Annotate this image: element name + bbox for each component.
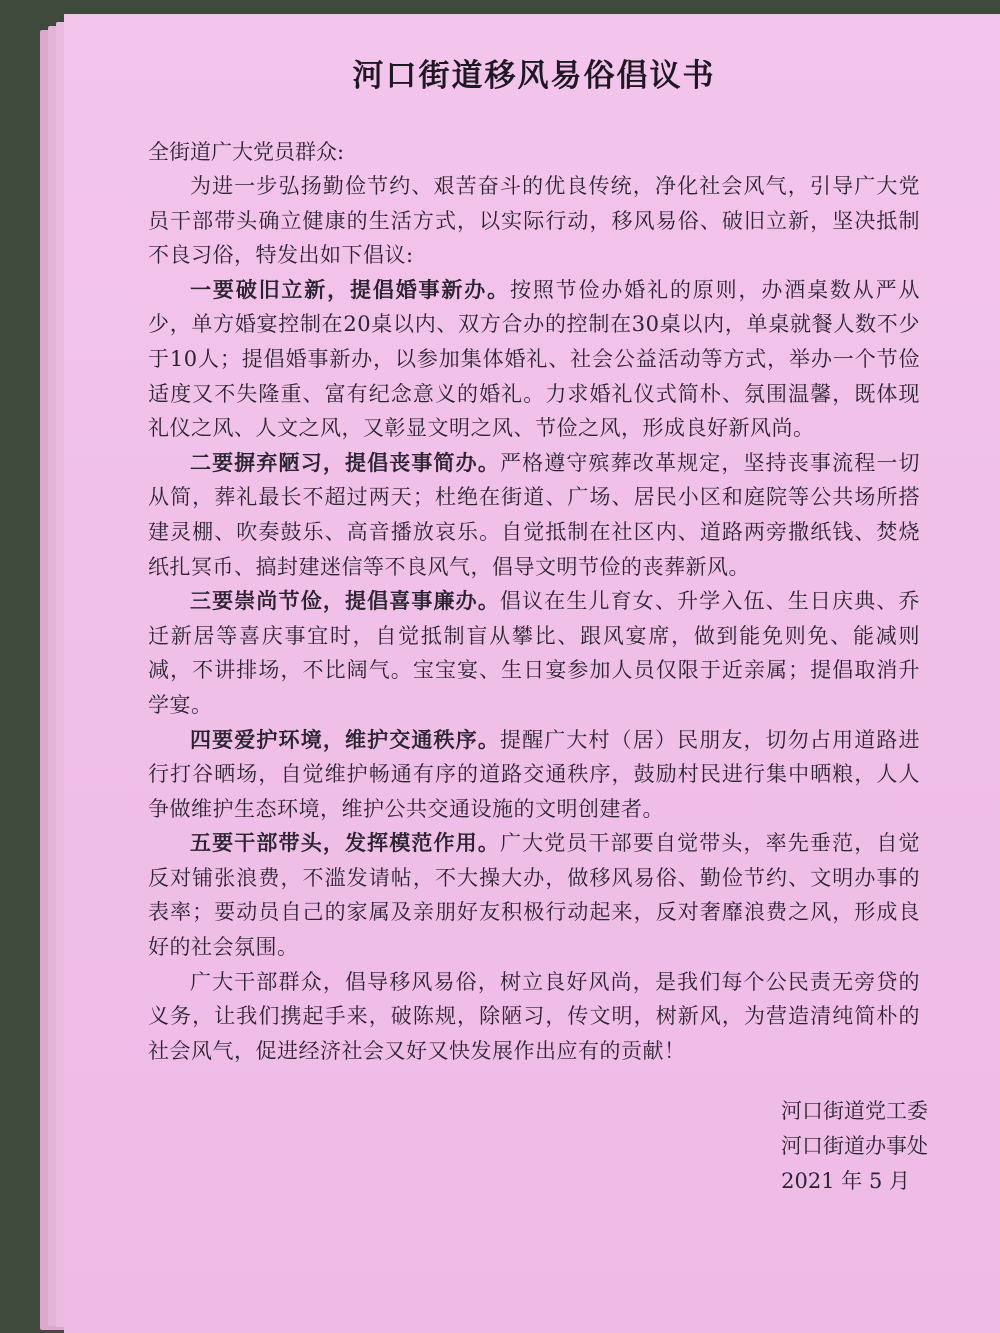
proposal-item-1-lead: 一要破旧立新，提倡婚事新办。 [190,276,510,302]
proposal-item-4-body: 提醒广大村（居）民朋友，切勿占用道路进行打谷晒场，自觉维护畅通有序的道路交通秩序，鼓励村民进行集中晒粮，人人争做维护生态环境，维护公共交通设施的文明创建者。 [148,727,920,821]
proposal-item-1-body: 按照节俭办婚礼的原则，办酒桌数从严从少，单方婚宴控制在20桌以内、双方合办的控制在30桌以内，单桌就餐人数不少于10人；提倡婚事新办，以参加集体婚礼、社会公益活动等方式，举办一个节俭适度又不失隆重、富有纪念意义的婚礼。力求婚礼仪式简朴、氛围温馨，既体现礼仪之风、人文之风，又彰显文明之风、节俭之风，形成良好新风尚。 [148,277,920,441]
proposal-item-2-body: 严格遵守殡葬改革规定，坚持丧事流程一切从简，葬礼最长不超过两天；杜绝在街道、广场、居民小区和庭院等公共场所搭建灵棚、吹奏鼓乐、高音播放哀乐。自觉抵制在社区内、道路两旁撒纸钱、焚烧纸扎冥币、搞封建迷信等不良风气，倡导文明节俭的丧葬新风。 [148,450,920,579]
closing-paragraph: 广大干部群众，倡导移风易俗，树立良好风尚，是我们每个公民责无旁贷的义务，让我们携起手来，破陈规，除陋习，传文明，树新风，为营造清纯简朴的社会风气，促进经济社会又好又快发展作出应有的贡献！ [148,969,920,1063]
document-title: 河口街道移风易俗倡议书 [352,58,716,94]
proposal-item-1 [148,273,920,446]
signature-block [781,1094,928,1199]
signature-org-party: 河口街道党工委 [781,1099,928,1123]
intro-paragraph: 为进一步弘扬勤俭节约、艰苦奋斗的优良传统，净化社会风气，引导广大党员干部带头确立健康的生活方式，以实际行动，移风易俗、破旧立新，坚决抵制不良习俗，特发出如下倡议: [148,174,920,268]
proposal-item-4 [148,723,920,827]
proposal-item-2-lead: 二要摒弃陋习，提倡丧事简办。 [190,449,500,475]
proposal-item-2 [148,446,920,584]
salutation: 全街道广大党员群众: [148,140,345,164]
proposal-item-5 [148,826,920,964]
proposal-item-3-body: 倡议在生儿育女、升学入伍、生日庆典、乔迁新居等喜庆事宜时，自觉抵制盲从攀比、跟风宴席，做到能免则免、能减则减，不讲排场，不比阔气。宝宝宴、生日宴参加人员仅限于近亲属；提倡取消升学宴。 [148,589,920,717]
proposal-item-5-body: 广大党员干部要自觉带头，率先垂范，自觉反对铺张浪费，不滥发请帖，不大操大办，做移风易俗、勤俭节约、文明办事的表率；要动员自己的家属及亲朋好友积极行动起来，反对奢靡浪费之风，形成良好的社会氛围。 [148,831,920,960]
document-page [64,14,1000,1333]
signature-org-office: 河口街道办事处 [781,1134,928,1158]
proposal-item-3 [148,584,920,722]
proposal-item-4-lead: 四要爱护环境，维护交通秩序。 [190,726,500,752]
proposal-item-3-lead: 三要崇尚节俭，提倡喜事廉办。 [190,588,500,614]
signature-date: 2021 年 5 月 [781,1169,910,1193]
proposal-item-5-lead: 五要干部带头，发挥模范作用。 [190,830,500,856]
